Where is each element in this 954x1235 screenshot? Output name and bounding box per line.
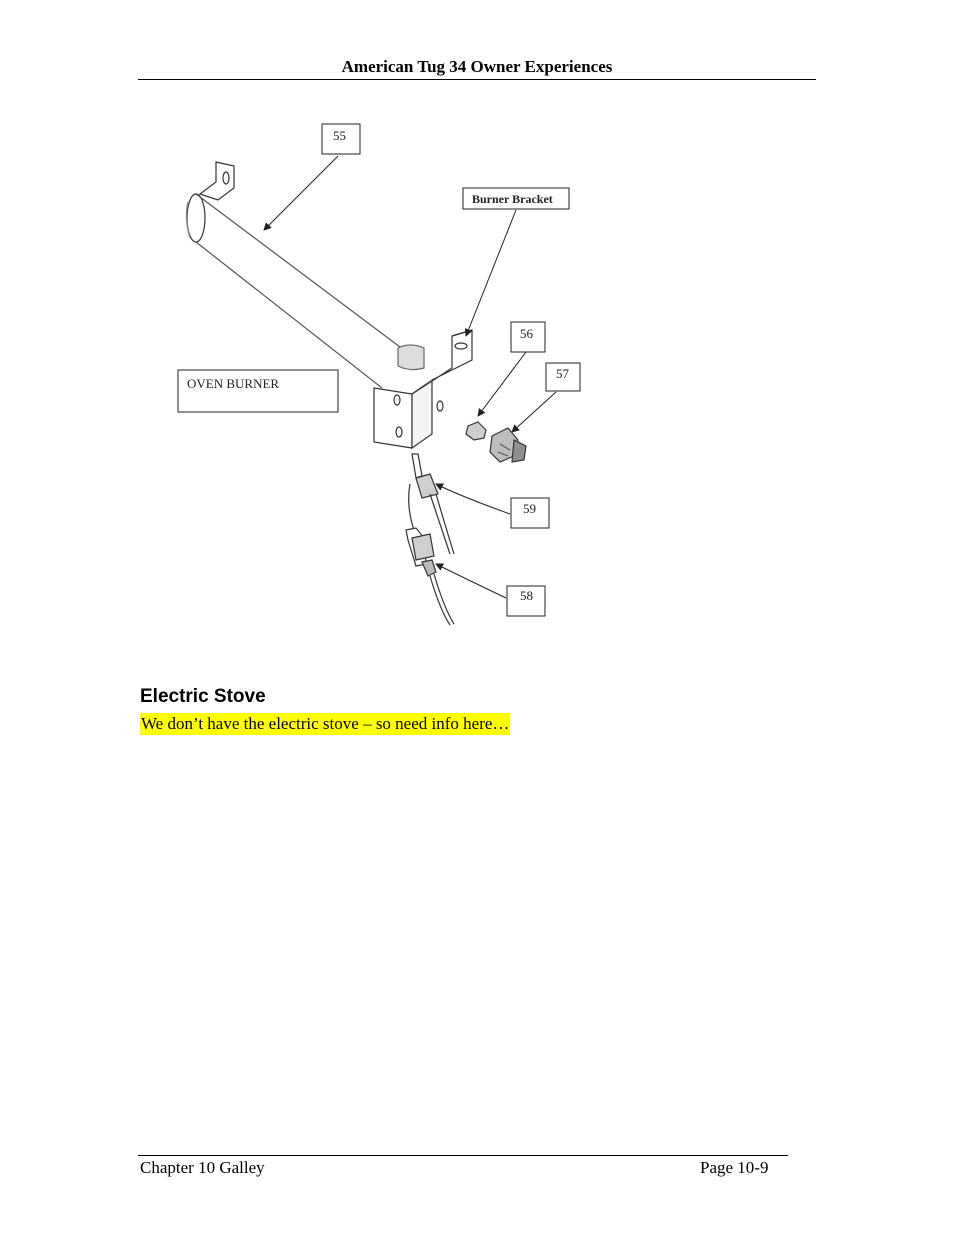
footer-page-number: Page 10-9 xyxy=(700,1158,769,1177)
header-rule xyxy=(138,79,816,80)
footer-chapter: Chapter 10 Galley xyxy=(140,1158,265,1177)
oven-burner-drawing xyxy=(160,110,600,640)
callout-58: 58 xyxy=(520,588,533,603)
page-header-title: American Tug 34 Owner Experiences xyxy=(341,57,613,76)
highlighted-note: We don’t have the electric stove – so need info here… xyxy=(141,714,510,733)
callout-59: 59 xyxy=(523,501,536,516)
callout-57: 57 xyxy=(556,366,569,381)
footer-rule xyxy=(138,1155,788,1156)
section-title: Electric Stove xyxy=(140,686,266,707)
callout-oven-burner: OVEN BURNER xyxy=(187,376,280,391)
oven-burner-diagram xyxy=(160,110,600,640)
callout-55: 55 xyxy=(333,128,346,143)
callout-burner-bracket: Burner Bracket xyxy=(472,192,553,206)
callout-56: 56 xyxy=(520,326,533,341)
part-56-orifice xyxy=(466,422,486,440)
part-57-fitting xyxy=(490,428,526,462)
burner-tube xyxy=(186,162,424,388)
